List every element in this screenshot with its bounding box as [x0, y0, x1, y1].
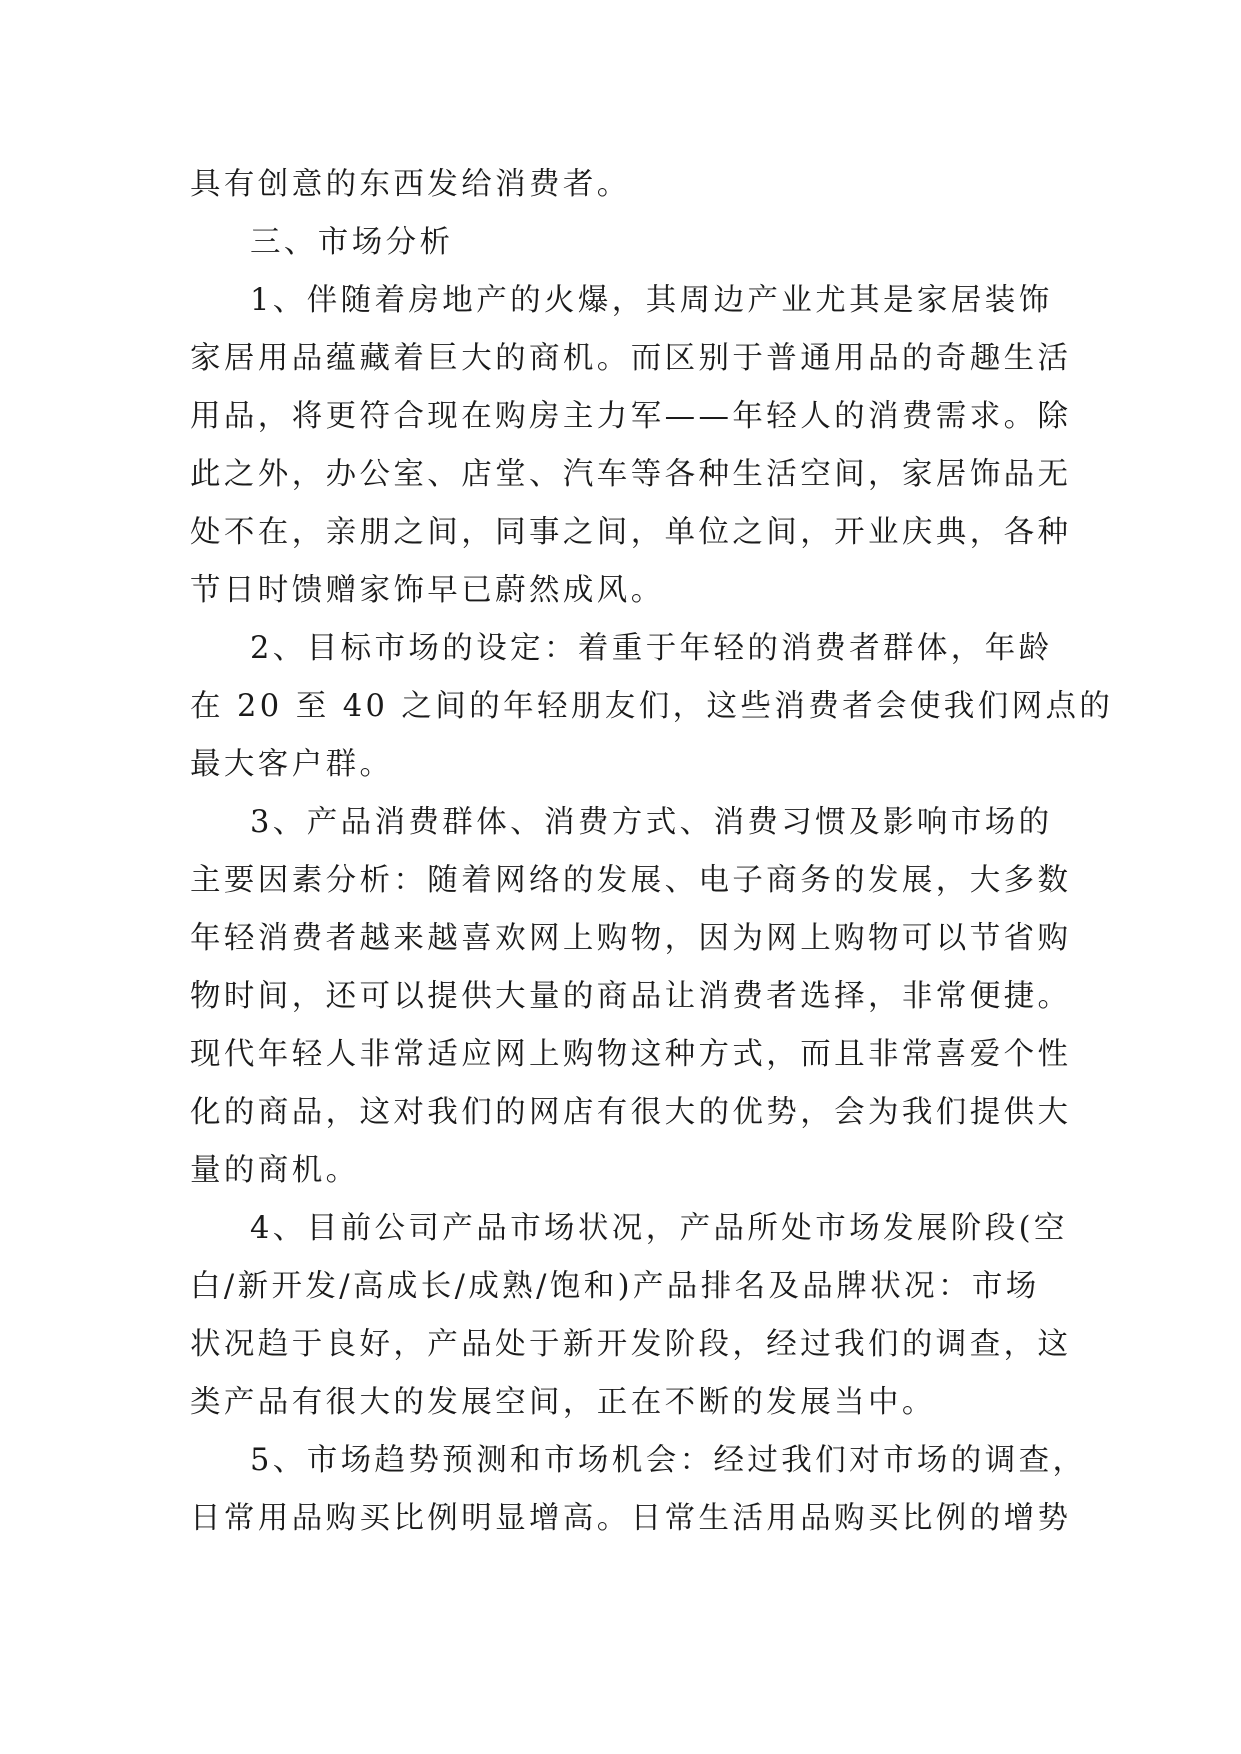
text-line: 主要因素分析：随着网络的发展、电子商务的发展，大多数 — [190, 863, 1072, 898]
text-line: 处不在，亲朋之间，同事之间，单位之间，开业庆典，各种 — [190, 515, 1072, 550]
text-line: 类产品有很大的发展空间，正在不断的发展当中。 — [190, 1385, 936, 1420]
text-line: 最大客户群。 — [190, 747, 394, 782]
text-line: 日常用品购买比例明显增高。日常生活用品购买比例的增势 — [190, 1501, 1072, 1536]
text-line: 现代年轻人非常适应网上购物这种方式，而且非常喜爱个性 — [190, 1037, 1072, 1072]
text-line: 物时间，还可以提供大量的商品让消费者选择，非常便捷。 — [190, 979, 1072, 1014]
text-line: 5、市场趋势预测和市场机会：经过我们对市场的调查， — [250, 1443, 1087, 1478]
text-line: 量的商机。 — [190, 1153, 360, 1188]
text-line: 年轻消费者越来越喜欢网上购物，因为网上购物可以节省购 — [190, 921, 1072, 956]
text-line: 具有创意的东西发给消费者。 — [190, 167, 631, 202]
text-line: 状况趋于良好，产品处于新开发阶段，经过我们的调查，这 — [190, 1327, 1072, 1362]
text-line: 此之外，办公室、店堂、汽车等各种生活空间，家居饰品无 — [190, 457, 1072, 492]
text-line: 1、伴随着房地产的火爆，其周边产业尤其是家居装饰 — [250, 283, 1053, 318]
text-line: 3、产品消费群体、消费方式、消费习惯及影响市场的 — [250, 805, 1053, 840]
text-line: 节日时馈赠家饰早已蔚然成风。 — [190, 573, 665, 608]
text-line: 用品，将更符合现在购房主力军——年轻人的消费需求。除 — [190, 399, 1072, 434]
text-line: 在 20 至 40 之间的年轻朋友们，这些消费者会使我们网点的 — [190, 689, 1114, 724]
text-line: 家居用品蕴藏着巨大的商机。而区别于普通用品的奇趣生活 — [190, 341, 1072, 376]
text-line: 4、目前公司产品市场状况，产品所处市场发展阶段(空 — [250, 1211, 1068, 1246]
text-line: 白/新开发/高成长/成熟/饱和)产品排名及品牌状况：市场 — [190, 1269, 1040, 1304]
text-line: 化的商品，这对我们的网店有很大的优势，会为我们提供大 — [190, 1095, 1072, 1130]
section-heading: 三、市场分析 — [250, 225, 454, 260]
text-line: 2、目标市场的设定：着重于年轻的消费者群体，年龄 — [250, 631, 1053, 666]
